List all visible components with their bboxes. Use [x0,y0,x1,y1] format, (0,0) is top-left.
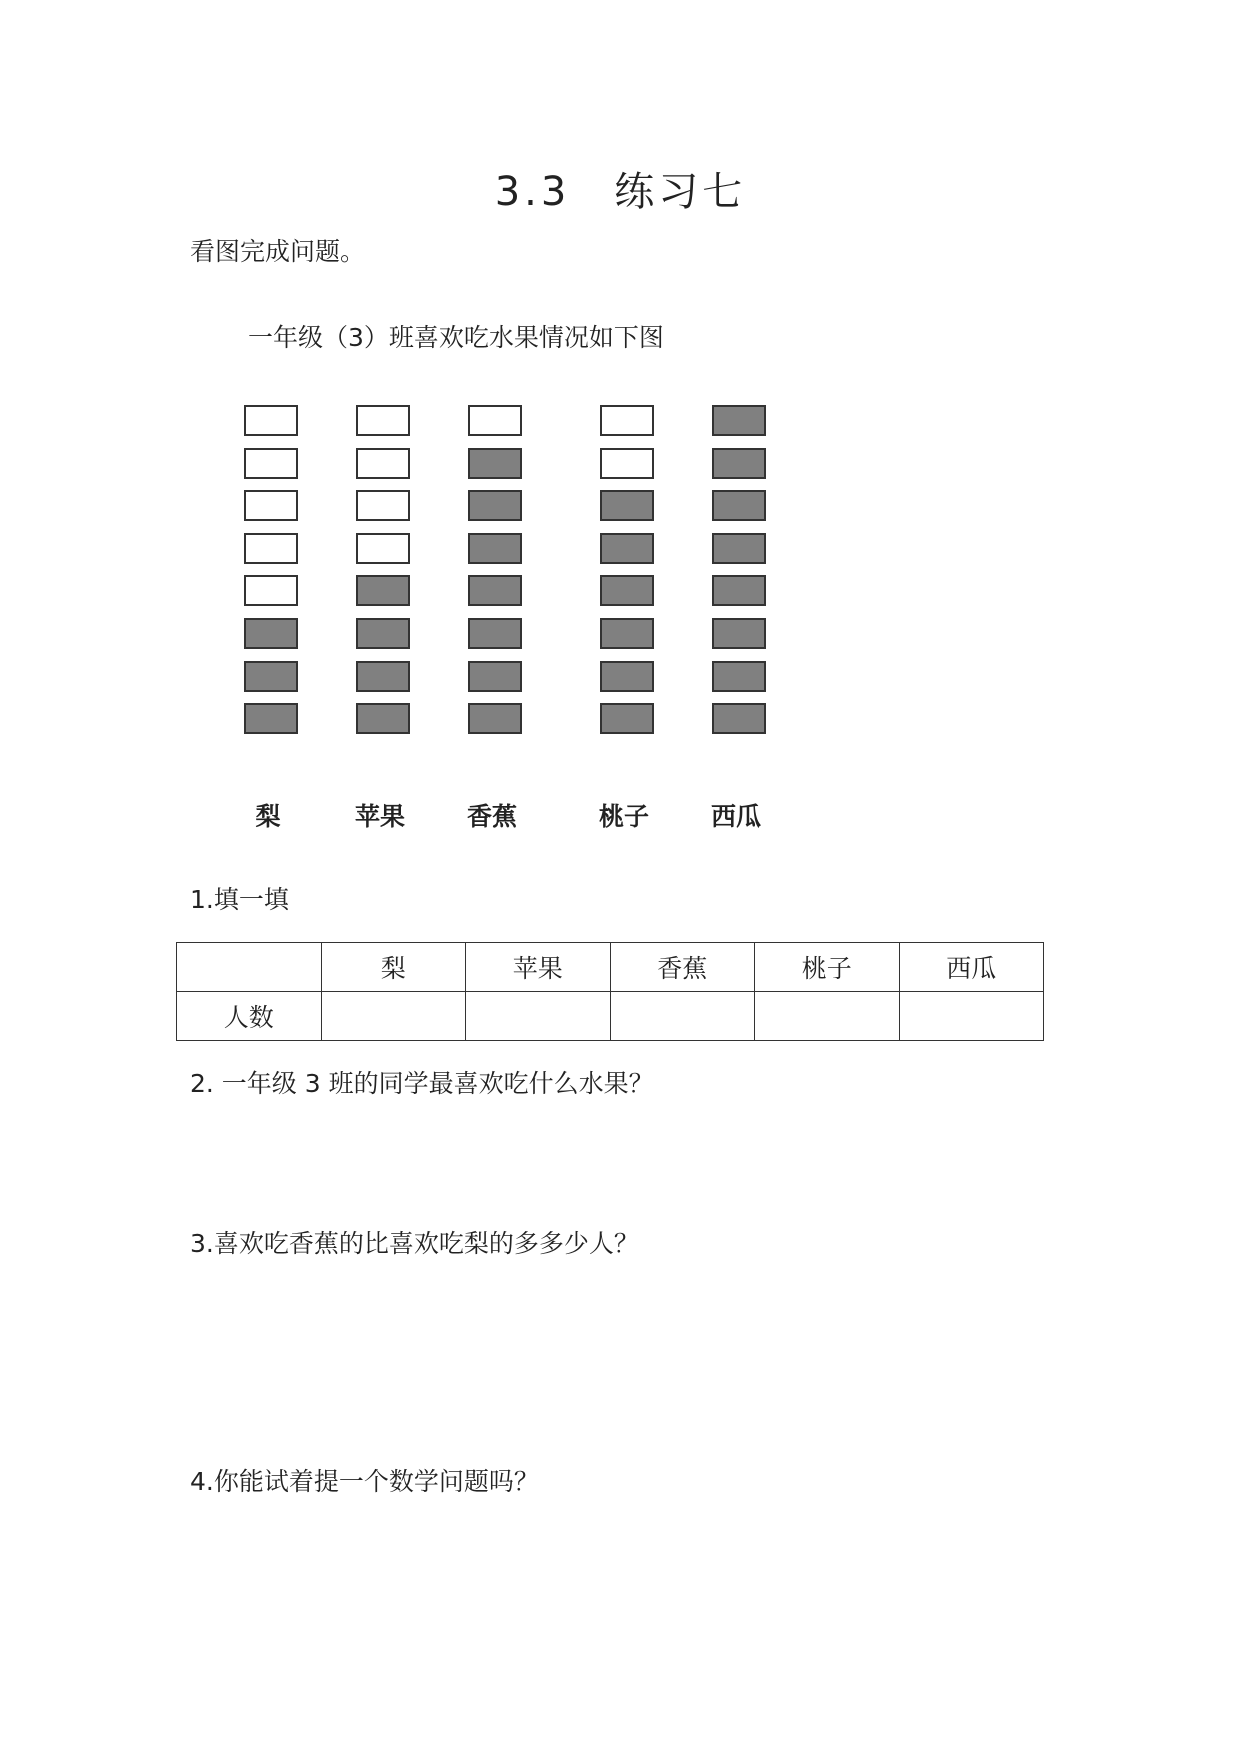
category-label: 西瓜 [710,802,761,831]
category-label: 香蕉 [466,802,517,831]
filled-block [244,618,298,649]
answer-cell-apple[interactable] [466,992,611,1041]
category-label: 桃子 [598,802,649,831]
filled-block [356,618,410,649]
filled-block [712,533,766,564]
table-header-cell: 梨 [321,943,466,992]
empty-block [356,490,410,521]
filled-block [712,405,766,436]
filled-block [600,703,654,734]
chart-caption: 一年级（3）班喜欢吃水果情况如下图 [248,323,664,352]
filled-block [600,661,654,692]
filled-block [356,661,410,692]
empty-block [600,405,654,436]
fill-in-table [176,942,1044,1041]
filled-block [468,575,522,606]
filled-block [712,618,766,649]
question-4: 4.你能试着提一个数学问题吗？ [190,1467,539,1496]
table-header-row [177,943,1044,992]
filled-block [244,703,298,734]
answer-cell-banana[interactable] [610,992,755,1041]
filled-block [712,490,766,521]
empty-block [356,533,410,564]
table-header-cell: 苹果 [466,943,611,992]
table-header-cell: 西瓜 [899,943,1044,992]
filled-block [468,448,522,479]
empty-block [356,405,410,436]
filled-block [600,575,654,606]
table-header-cell [177,943,322,992]
empty-block [244,575,298,606]
filled-block [468,661,522,692]
filled-block [600,533,654,564]
table-row [177,992,1044,1041]
empty-block [244,533,298,564]
table-header-cell: 香蕉 [610,943,755,992]
empty-block [356,448,410,479]
category-label: 梨 [255,802,281,831]
answer-cell-peach[interactable] [755,992,900,1041]
filled-block [244,661,298,692]
filled-block [468,618,522,649]
empty-block [244,448,298,479]
empty-block [600,448,654,479]
question-2: 2. 一年级 3 班的同学最喜欢吃什么水果？ [190,1069,654,1098]
question-1: 1.填一填 [190,885,289,914]
filled-block [468,490,522,521]
filled-block [600,618,654,649]
empty-block [244,490,298,521]
filled-block [712,703,766,734]
filled-block [468,703,522,734]
filled-block [712,661,766,692]
answer-cell-pear[interactable] [321,992,466,1041]
table-row-label: 人数 [177,992,322,1041]
table-header-cell: 桃子 [755,943,900,992]
filled-block [468,533,522,564]
empty-block [468,405,522,436]
filled-block [600,490,654,521]
empty-block [244,405,298,436]
filled-block [356,575,410,606]
filled-block [712,575,766,606]
filled-block [712,448,766,479]
instruction-text: 看图完成问题。 [190,237,366,266]
category-label: 苹果 [354,802,405,831]
page-title: 3.3 练习七 [494,169,747,215]
filled-block [356,703,410,734]
answer-cell-watermelon[interactable] [899,992,1044,1041]
question-3: 3.喜欢吃香蕉的比喜欢吃梨的多多少人？ [190,1229,639,1258]
fruit-pictogram [238,405,798,831]
